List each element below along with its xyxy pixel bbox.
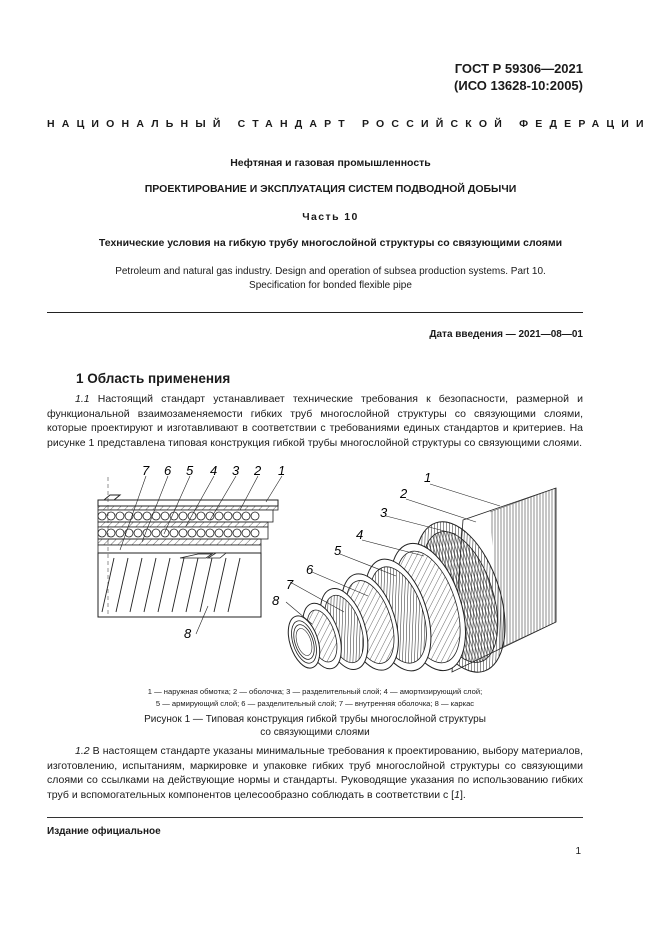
paragraph-text: Настоящий стандарт устанавливает технические требования к безопасности, размерной и функциональной взаимозаменяемости гибких труб многослойной структуры со связующими слоями, которые проектируют и изготавливают в соответствии с требованиями единых стандартов и критериев. На рисунке 1 представлена типовая конструкция гибкой трубы многослойной структуры со связующими слоями. <box>47 393 583 449</box>
gost-number: ГОСТ Р 59306—2021 <box>454 61 583 76</box>
callout-7: 7 <box>142 463 150 478</box>
callout-pipe-3: 3 <box>380 505 388 520</box>
figure-caption <box>47 713 583 739</box>
callout-1: 1 <box>278 463 286 478</box>
section-heading: 1 Область применения <box>76 371 231 386</box>
pipe-structure-figure <box>80 462 600 684</box>
pipe-telescope-drawing <box>282 484 556 684</box>
introduction-date: Дата введения — 2021—08—01 <box>429 329 583 340</box>
callout-pipe-6: 6 <box>306 562 314 577</box>
paragraph-end: ]. <box>459 788 466 801</box>
callout-pipe-7: 7 <box>286 577 294 592</box>
callout-6: 6 <box>164 463 172 478</box>
iso-number: (ИСО 13628-10:2005) <box>454 78 583 93</box>
paragraph-1-2 <box>47 744 583 802</box>
paragraph-number: 1.2 <box>75 745 90 757</box>
callout-3: 3 <box>232 463 240 478</box>
edition-note: Издание официальное <box>47 826 161 837</box>
document-code <box>454 60 583 94</box>
callout-pipe-2: 2 <box>400 486 408 501</box>
callout-pipe-4: 4 <box>356 527 364 542</box>
reference-link: 1 <box>454 788 460 801</box>
industry-title: Нефтяная и газовая промышленность <box>230 157 431 169</box>
legend-line1: 1 — наружная обмотка; 2 — оболочка; 3 — разделительный слой; 4 — амортизирующий слой; <box>147 687 483 696</box>
callout-2: 2 <box>254 463 262 478</box>
callout-8: 8 <box>184 626 192 641</box>
english-title-line2: Specification for bonded flexible pipe <box>249 280 412 291</box>
callout-5: 5 <box>186 463 194 478</box>
paragraph-number: 1.1 <box>75 393 90 405</box>
part-title: Часть 10 <box>302 211 359 223</box>
page-number: 1 <box>575 846 581 857</box>
national-standard-banner: НАЦИОНАЛЬНЫЙ СТАНДАРТ РОССИЙСКОЙ ФЕДЕРАЦИИ <box>47 118 651 130</box>
callout-4: 4 <box>210 463 218 478</box>
caption-line2: со связующими слоями <box>260 727 370 738</box>
legend-line2: 5 — армирующий слой; 6 — разделительный слой; 7 — внутренняя оболочка; 8 — каркас <box>155 699 475 708</box>
callout-pipe-8: 8 <box>272 593 280 608</box>
tech-conditions-title: Технические условия на гибкую трубу многослойной структуры со связующими слоями <box>98 237 563 249</box>
english-title-line1: Petroleum and natural gas industry. Design and operation of subsea production systems. Part 10. <box>115 266 546 277</box>
title-divider <box>47 312 583 313</box>
cross-section-drawing <box>98 476 282 634</box>
callout-pipe-1: 1 <box>424 470 432 485</box>
footer-divider <box>47 817 583 818</box>
figure-legend <box>47 686 583 710</box>
callout-pipe-5: 5 <box>334 543 342 558</box>
design-title: ПРОЕКТИРОВАНИЕ И ЭКСПЛУАТАЦИЯ СИСТЕМ ПОДВОДНОЙ ДОБЫЧИ <box>144 183 517 195</box>
paragraph-1-1 <box>47 392 583 450</box>
paragraph-text: В настоящем стандарте указаны минимальные требования к проектированию, выбору материалов, изготовлению, испытаниям, маркировке и упаковке гибких труб многослойной структуры со связующими слоями со ссылками на действующие нормы и стандарты. Руководящие указания по использованию гибких труб и вспомогательных компонентов целесообразно соблюдать в соответствии с [ <box>47 745 583 801</box>
english-title <box>40 265 621 293</box>
caption-line1: Рисунок 1 — Типовая конструкция гибкой трубы многослойной структуры <box>144 714 486 725</box>
